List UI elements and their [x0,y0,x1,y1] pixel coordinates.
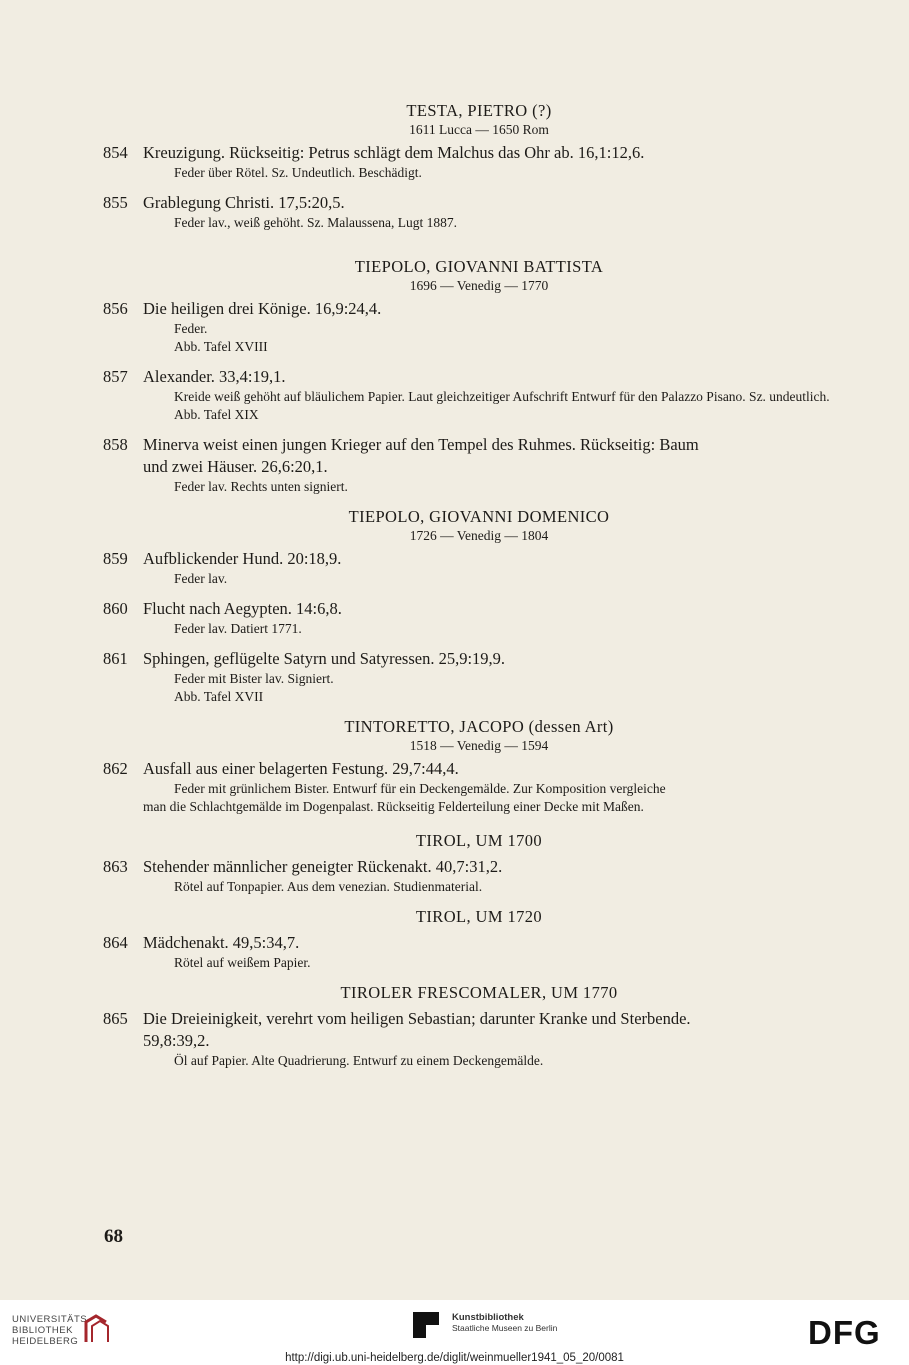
entry-description: Abb. Tafel XIX [174,407,259,422]
entry-number: 857 [103,367,128,386]
entry-description: Feder lav. Datiert 1771. [174,621,302,636]
artist-section [103,830,855,896]
entry-title: Die heiligen drei Könige. 16,9:24,4. [143,299,382,318]
entry-number: 858 [103,435,128,454]
entry-title: Alexander. 33,4:19,1. [143,367,286,386]
entry-number: 854 [103,143,128,162]
catalog-entry [103,932,855,972]
ub-heidelberg-logo-icon[interactable] [82,1312,112,1346]
ub-line: BIBLIOTHEK [12,1325,73,1336]
entry-title: Stehender männlicher geneigter Rückenakt. 40,7:31,2. [143,857,503,876]
entry-title: Die Dreieinigkeit, verehrt vom heiligen Sebastian; darunter Kranke und Sterbende. [143,1009,691,1028]
page-url[interactable]: http://digi.ub.uni-heidelberg.de/diglit/weinmueller1941_05_20/0081 [285,1352,624,1364]
artist-section [103,256,855,496]
artist-heading: TIROL, UM 1720 [415,907,543,926]
catalog-entry [103,758,855,816]
entry-line [103,548,855,570]
entry-description: Feder. [174,321,208,336]
entry-number: 859 [103,549,128,568]
catalog-entry [103,366,855,424]
artist-heading: TESTA, PIETRO (?) [406,101,552,120]
artist-heading: TIEPOLO, GIOVANNI DOMENICO [348,507,610,526]
entry-line [103,366,855,388]
entry-line [103,598,855,620]
entry-description: Öl auf Papier. Alte Quadrierung. Entwurf zu einem Deckengemälde. [174,1053,544,1068]
entry-title: Mädchenakt. 49,5:34,7. [143,933,300,952]
kb-subtitle: Staatliche Museen zu Berlin [452,1323,558,1333]
entry-description: Abb. Tafel XVII [174,689,264,704]
catalog-entry [103,548,855,588]
catalog-entry [103,598,855,638]
entry-line [103,1008,855,1030]
entry-description: Rötel auf weißem Papier. [174,955,311,970]
entry-line [103,298,855,320]
entry-description: Feder lav. [174,571,228,586]
entry-title: Grablegung Christi. 17,5:20,5. [143,193,345,212]
entry-description: Feder über Rötel. Sz. Undeutlich. Beschädigt. [174,165,422,180]
entry-line [103,434,855,456]
kunstbibliothek-logo-icon[interactable] [413,1312,439,1338]
artist-section [103,100,855,232]
artist-section [103,716,855,816]
artist-heading: TIROL, UM 1700 [415,831,543,850]
entry-description: Feder mit grünlichem Bister. Entwurf für ein Deckengemälde. Zur Komposition vergleiche [174,781,666,796]
entry-description: Abb. Tafel XVIII [174,339,268,354]
entry-line [103,142,855,164]
entry-number: 856 [103,299,128,318]
catalog-entry [103,298,855,356]
entry-line [103,648,855,670]
catalog-entry [103,142,855,182]
entry-number: 861 [103,649,128,668]
entry-description: Kreide weiß gehöht auf bläulichem Papier. Laut gleichzeitiger Aufschrift Entwurf für den Palazzo Pisano. Sz. undeutlich. [174,389,830,404]
artist-heading: TIEPOLO, GIOVANNI BATTISTA [354,257,604,276]
entry-title: Aufblickender Hund. 20:18,9. [143,549,342,568]
entry-line [103,758,855,780]
catalog-entry [103,192,855,232]
artist-section [103,506,855,706]
entry-description: Feder lav. Rechts unten signiert. [174,479,348,494]
entry-line [103,932,855,954]
catalog-entry [103,648,855,706]
catalog-content [103,100,855,1080]
entry-number: 864 [103,933,128,952]
artist-section [103,982,855,1070]
entry-number: 865 [103,1009,128,1028]
entry-description: Feder lav., weiß gehöht. Sz. Malaussena, Lugt 1887. [174,215,457,230]
entry-description: Rötel auf Tonpapier. Aus dem venezian. Studienmaterial. [174,879,483,894]
artist-life-dates: 1696 — Venedig — 1770 [409,278,549,293]
ub-heidelberg-label[interactable] [12,1314,91,1347]
artist-section [103,906,855,972]
entry-number: 863 [103,857,128,876]
entry-line [103,192,855,214]
entry-description: Feder mit Bister lav. Signiert. [174,671,334,686]
artist-life-dates: 1518 — Venedig — 1594 [409,738,549,753]
entry-title: Kreuzigung. Rückseitig: Petrus schlägt dem Malchus das Ohr ab. 16,1:12,6. [143,143,645,162]
catalog-entry [103,434,855,496]
entry-line [103,856,855,878]
kunstbibliothek-label[interactable] [452,1312,557,1333]
entry-title: Sphingen, geflügelte Satyrn und Satyressen. 25,9:19,9. [143,649,506,668]
entry-title-continuation: und zwei Häuser. 26,6:20,1. [143,457,328,476]
entry-title: Ausfall aus einer belagerten Festung. 29,7:44,4. [143,759,459,778]
entry-title: Flucht nach Aegypten. 14:6,8. [143,599,342,618]
artist-life-dates: 1611 Lucca — 1650 Rom [409,122,549,137]
entry-number: 860 [103,599,128,618]
artist-heading: TINTORETTO, JACOPO (dessen Art) [344,717,614,736]
artist-life-dates: 1726 — Venedig — 1804 [409,528,549,543]
ub-line: HEIDELBERG [12,1336,79,1347]
entry-title: Minerva weist einen jungen Krieger auf den Tempel des Ruhmes. Rückseitig: Baum [143,435,699,454]
entry-description: man die Schlachtgemälde im Dogenpalast. Rückseitig Felderteilung einer Decke mit Maßen. [143,799,644,814]
catalog-entry [103,856,855,896]
ub-line: UNIVERSITÄTS- [12,1314,91,1325]
catalog-entry [103,1008,855,1070]
dfg-logo[interactable]: DFG [808,1314,881,1351]
entry-title-continuation: 59,8:39,2. [143,1031,210,1050]
kb-title: Kunstbibliothek [452,1312,524,1323]
artist-heading: TIROLER FRESCOMALER, UM 1770 [340,983,618,1002]
page-number: 68 [104,1226,123,1247]
entry-number: 855 [103,193,128,212]
entry-number: 862 [103,759,128,778]
